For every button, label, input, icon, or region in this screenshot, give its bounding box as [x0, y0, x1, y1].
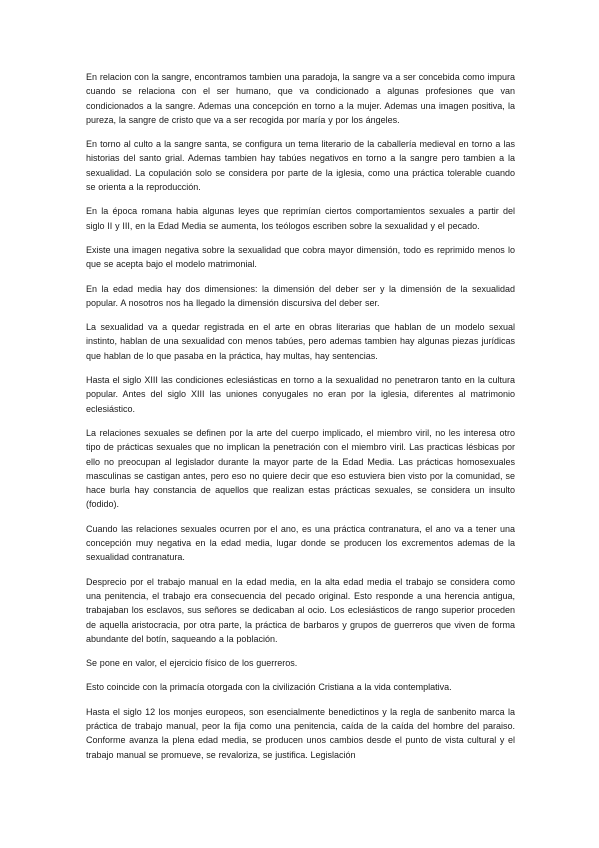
document-body [86, 70, 515, 772]
paragraph-12: Esto coincide con la primacía otorgada con la civilización Cristiana a la vida contemplativa. [86, 682, 452, 693]
paragraph-10: Desprecio por el trabajo manual en la edad media, en la alta edad media el trabajo se considera como una penitencia, el trabajo era consecuencia del pecado original. Esto responde a una herencia antigua, trabajaban los esclavos, sus señores se dedicaban al ocio. Los eclesiásticos de rango superior proceden de aquella aristocracia, por otra parte, la práctica de barbaros y grupos de guerreros que viven de forma abundante del botín, saqueando a la población. [86, 576, 515, 644]
paragraph-3: En la época romana habia algunas leyes que reprimían ciertos comportamientos sexuales a partir del siglo II y III, en la Edad Media se aumenta, los teólogos escriben sobre la sexualidad y el pecado. [86, 206, 515, 231]
paragraph-13: Hasta el siglo 12 los monjes europeos, son esencialmente benedictinos y la regla de sanbenito marca la práctica de trabajo manual, peor la fija como una penitencia, caída de la caída del hombre del paraiso. Conforme avanza la plena edad media, se producen unos cambios desde el punto de vista cultural y el trabajo manual se promueve, se revaloriza, se justifica. Legislación [86, 706, 515, 760]
paragraph-9: Cuando las relaciones sexuales ocurren por el ano, es una práctica contranatura, el ano va a tener una concepción muy negativa en la edad media, lugar donde se producen los excrementos ademas de la sexualidad contranatura. [86, 523, 515, 563]
paragraph-11: Se pone en valor, el ejercicio físico de los guerreros. [86, 658, 298, 669]
paragraph-8: La relaciones sexuales se definen por la arte del cuerpo implicado, el miembro viril, no les interesa otro tipo de prácticas sexuales que no implican la penetración con el miembro viril. Las practicas lésbicas por ello no preocupan al legislador durante la mayor parte de la Edad Media. Las prácticas homosexuales masculinas se castigan antes, pero eso no quiere decir que eso estuviera bien visto por la comunidad, se hace burla hay constancia de aquellos que realizan estas prácticas sexuales, se considera un insulto (fodido). [86, 427, 515, 510]
paragraph-7: Hasta el siglo XIII las condiciones eclesiásticas en torno a la sexualidad no penetraron tanto en la cultura popular. Antes del siglo XIII las uniones conyugales no eran por la iglesia, diferentes al matrimonio eclesiástico. [86, 375, 515, 414]
paragraph-5: En la edad media hay dos dimensiones: la dimensión del deber ser y la dimensión de la sexualidad popular. A nosotros nos ha llegado la dimensión discursiva del deber ser. [86, 283, 515, 308]
paragraph-2: En torno al culto a la sangre santa, se configura un tema literario de la caballería medieval en torno a las historias del santo grial. Ademas tambien hay tabúes negativos en torno a la sangre pero tambien a la sexualidad. La copulación solo se considera por parte de la iglesia, como una práctica tolerable cuando se orienta a la reproducción. [86, 139, 515, 193]
paragraph-6: La sexualidad va a quedar registrada en el arte en obras literarias que hablan de un modelo sexual instinto, hablan de una sexualidad con menos tabúes, pero ademas tambien hay algunas piezas jurídicas que hablan de lo que pasaba en la práctica, hay multas, hay sentencias. [86, 322, 515, 361]
paragraph-1: En relacion con la sangre, encontramos tambien una paradoja, la sangre va a ser concebida como impura cuando se relaciona con el ser humano, que va condicionado a algunas profesiones que van condicionados a la sangre. Ademas una concepción en torno a la mujer. Ademas una imagen positiva, la pureza, la sangre de cristo que va a ser recogida por maría y por los ángeles. [86, 72, 515, 125]
paragraph-4: Existe una imagen negativa sobre la sexualidad que cobra mayor dimensión, todo es reprimido menos lo que se acepta bajo el modelo matrimonial. [86, 244, 515, 270]
